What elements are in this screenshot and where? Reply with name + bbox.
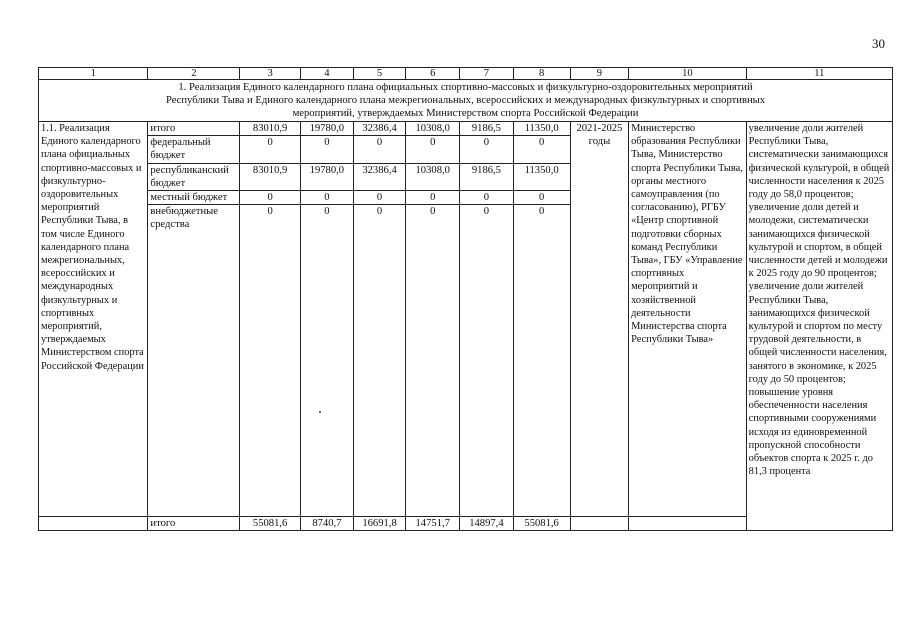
total-value: 0 — [240, 191, 300, 205]
budget-table — [38, 67, 893, 531]
year-value: 0 — [353, 205, 405, 517]
year-value: 14897,4 — [460, 517, 513, 531]
column-number: 10 — [629, 68, 747, 80]
year-value: 9186,5 — [460, 122, 513, 136]
column-number: 6 — [406, 68, 460, 80]
empty-cell — [570, 517, 628, 531]
column-number: 8 — [513, 68, 570, 80]
page-number: 30 — [872, 36, 885, 51]
year-value: 14751,7 — [406, 517, 460, 531]
year-value: 11350,0 — [513, 163, 570, 190]
year-value: 0 — [513, 136, 570, 163]
year-value: 8740,7 — [300, 517, 353, 531]
empty-cell — [39, 517, 148, 531]
column-number: 1 — [39, 68, 148, 80]
responsible-executors: Министерство образования Республики Тыва, Министерство спорта Республики Тыва, органы местного самоуправления (по согласованию), РГБУ «Центр спортивной подготовки сборных команд Республики Тыва», ГБУ «Управление спортивных мероприятий и хозяйственной деятельности Министерства спорта Республики Тыва» — [629, 122, 747, 517]
year-value: 32386,4 — [353, 122, 405, 136]
year-value: 0 — [513, 191, 570, 205]
column-number: 5 — [353, 68, 405, 80]
total-value: 0 — [240, 205, 300, 517]
scan-speck — [319, 411, 321, 413]
column-number-row — [39, 68, 893, 80]
year-value: 10308,0 — [406, 122, 460, 136]
funding-source: итого — [148, 517, 240, 531]
year-value: 11350,0 — [513, 122, 570, 136]
year-value: 0 — [460, 191, 513, 205]
expected-results: увеличение доли жителей Республики Тыва, систематически занимающихся физической культурой, в общей численности населения к 2025 году до 58,0 процентов; увеличение доли детей и молодежи, систематически занимающихся физической культурой и спортом, в общей численности детей и молодежи к 2025 году до 90 процентов; увеличение доли жителей Республики Тыва, занимающихся физической культурой и спортом по месту трудовой деятельности, в общей численности населения, занятого в экономике, к 2025 году до 50 процентов; повышение уровня обеспеченности населения спортивными сооружениями исходя из единовременной пропускной способности объектов спорта к 2025 г. до 81,3 процента — [746, 122, 892, 531]
table-row — [39, 122, 893, 136]
year-value: 0 — [460, 136, 513, 163]
year-value: 0 — [353, 136, 405, 163]
year-value: 0 — [353, 191, 405, 205]
total-value: 83010,9 — [240, 122, 300, 136]
year-value: 0 — [300, 136, 353, 163]
funding-source: республиканский бюджет — [148, 163, 240, 190]
column-number: 4 — [300, 68, 353, 80]
year-value: 16691,8 — [353, 517, 405, 531]
year-value: 0 — [460, 205, 513, 517]
item-name: 1.1. Реализация Единого календарного плана официальных спортивно-массовых и физкультурно-оздоровительных мероприятий Республики Тыва, в том числе Единого календарного плана межрегиональных, всероссийских и международных физкультурных и спортивных мероприятий, утверждаемых Министерством спорта Российской Федерации — [39, 122, 148, 517]
year-value: 9186,5 — [460, 163, 513, 190]
year-value: 19780,0 — [300, 122, 353, 136]
year-value: 0 — [300, 205, 353, 517]
column-number: 9 — [570, 68, 628, 80]
year-value: 32386,4 — [353, 163, 405, 190]
total-value: 0 — [240, 136, 300, 163]
year-value: 55081,6 — [513, 517, 570, 531]
year-value: 19780,0 — [300, 163, 353, 190]
year-value: 0 — [300, 191, 353, 205]
column-number: 11 — [746, 68, 892, 80]
funding-source: итого — [148, 122, 240, 136]
empty-cell — [629, 517, 747, 531]
funding-source: федеральный бюджет — [148, 136, 240, 163]
year-value: 0 — [406, 205, 460, 517]
funding-source: внебюджетные средства — [148, 205, 240, 517]
year-value: 0 — [513, 205, 570, 517]
section-title: 1. Реализация Единого календарного плана официальных спортивно-массовых и физкультурно-оздоровительных мероприятий Республики Тыва и Единого календарного плана межрегиональных, всероссийских и международных физкультурных и спортивных мероприятий, утверждаемых Министерством спорта Российской Федерации — [39, 80, 893, 122]
year-value: 0 — [406, 136, 460, 163]
funding-source: местный бюджет — [148, 191, 240, 205]
year-value: 0 — [406, 191, 460, 205]
period: 2021-2025 годы — [570, 122, 628, 517]
column-number: 2 — [148, 68, 240, 80]
total-value: 55081,6 — [240, 517, 300, 531]
column-number: 7 — [460, 68, 513, 80]
year-value: 10308,0 — [406, 163, 460, 190]
total-value: 83010,9 — [240, 163, 300, 190]
section-title-row — [39, 80, 893, 122]
column-number: 3 — [240, 68, 300, 80]
